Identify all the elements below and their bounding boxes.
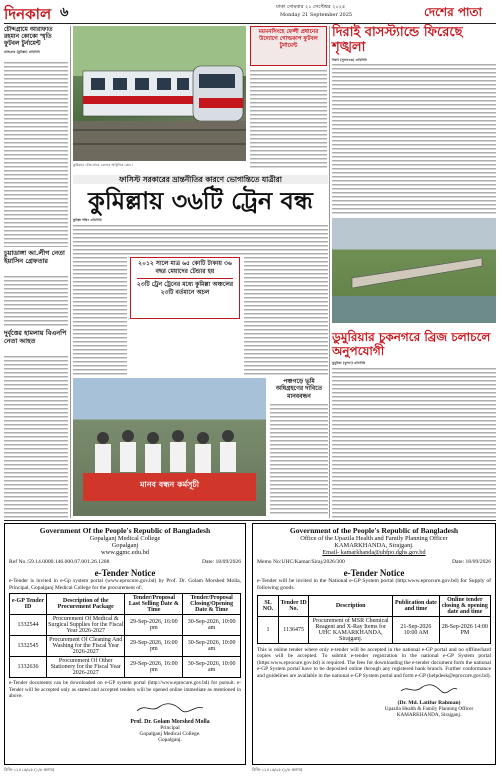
ad-intro: e-Tender is invited in e-Gp system portal (www.eprocure.gov.bd) by Prof. Dr. Golam Morshed Molla, Principal, Gopalganj Medical College for the procurement of: [9,578,241,591]
pullquote-line: ২৩টি ট্রেন ট্রেনের মধ্যে কুমিল্লা অঞ্চলের ২৩টি বর্তমানে অচল [136,280,234,296]
table-cell: 30-Sep-2026, 10:00 am [183,657,241,678]
main-headline: কুমিল্লায় ৩৬টি ট্রেন বন্ধ [88,187,313,215]
table-header: Description [309,595,393,616]
ad-title: e-Tender Notice [343,568,405,578]
tender-table [257,595,491,644]
ad-date: Date: 18/09/2026 [202,559,241,565]
table-cell: 1 [258,616,279,643]
story-body-text [4,62,68,247]
table-cell: 1332545 [10,636,47,657]
table-cell: Procurement Of Other Stationery for the Fiscal Year 2026-2027 [46,657,125,678]
photo-caption: কুমিল্লার চৌদ্দগ্রামে রেলের আধুনিক কোচ। [73,163,133,167]
column-divider [329,26,330,518]
table-header: e-GP Tender ID [10,594,47,615]
ad-gov-line: Government Of the People's Republic of Bangladesh [39,526,211,535]
date-english: Monday 21 September 2025 [280,12,353,18]
story-body-text [244,257,328,375]
sub-headline: ফাসিস্ট সরকারের ভ্রান্তনীতির কারণে ভোগান্তিতে যাত্রীরা [73,175,328,184]
ad-ref-number: Ref No.:59.14.0000.146.000.07.001.26.1208 [9,559,110,565]
signatory-org: Gopalganj Medical College. [139,731,201,738]
ad-slug: বিজি-১২৪১৬/২৫ (১/৮ কলাম) [4,767,55,772]
ad-place: KAMARKHANDA, Sirajganj. [334,542,414,549]
pullquote-box [130,257,240,319]
table-cell: 30-Sep-2026, 10:00 am [183,615,241,636]
tender-table [9,593,241,678]
signature-scribble [399,683,459,695]
ad-slug: বিজি-১২৪১৬/২৫ (২/৮ কলাম) [252,767,303,772]
ad-office: Office of the Upazila Health and Family Planning Officer [300,535,448,542]
signatory-place: Gopalganj. [158,737,182,744]
table-cell: 1136475 [278,616,308,643]
ad-institute: Gopalganj Medical College [89,535,161,542]
people-illustration [73,378,266,516]
banner-text: মানব বন্ধন কর্মসূচী [139,480,200,489]
ad-website-link[interactable]: www.ggmc.edu.bd [100,549,150,556]
train-photo [73,26,246,161]
table-cell: 29-Sep-2026, 16:00 pm [125,657,183,678]
ad-date: Date: 18/09/2026 [452,559,491,565]
story-byline: চৌদ্দগ্রাম (কুমিল্লা) প্রতিনিধি [4,49,40,54]
story-headline: চুয়াডাঙ্গা আ.লীগ নেতা ইয়াসিন গ্রেফতার [4,249,65,265]
ad-email-link[interactable]: Email- kamarkhanda@uhfpo.dghs.gov.bd [322,549,426,556]
table-row [10,636,241,657]
ad-footer: This is online tender where only e-tender will be accepted in the national e-GP portal and no offline/hard copies will be accepted. To submit e-tender registration in the national e-GP System portal (https:www.eprocure.gov.bd) is required. The fees for downloading the e-tender document form the national e-GP System portal have to be deposited online through any registered bank branch. Further conformance and guidelines are available in the national e-GP System portal and form e-GP (helpdesk@eprocure.gov.bd). [257,646,491,679]
story-body-text [73,257,127,375]
pullquote-line: ২০১২ সালে মাত্র ৬৫ কোটি টাকায় ৩৬ বছর মেয়াদের টেন্ডার হয় [138,260,232,275]
table-header: Tender ID No. [278,595,308,616]
table-cell: 28-Sep-2026 14:00 PM [439,616,490,643]
table-header: Online tender closing & opening date and time [439,595,490,616]
bridge-illustration [332,218,496,323]
bridge-photo [332,218,496,323]
story-headline: ময়মনসিংহে ফেন্সী প্রধানের উদ্যোগে গোল্ডকাপ ফুটবল টুর্নামেন্ট [258,29,319,49]
section-title: দেশের পাতা [424,5,482,19]
ad-footer: e-Tender documents can be downloaded on e-GP system portal (http://www.eprocure.gov.bd) for pursuit. e-Tender will be accepted only as stated and accepted tenders will be opened online immediate as mentioned in above. [9,680,241,699]
signatory-place: KAMARKHANDA, Sirajganj. [396,711,462,718]
story-headline: দিরাই বাসস্ট্যান্ডে ফিরেছে শৃঙ্খলা [332,25,463,55]
story-byline: কুমিল্লা দক্ষিণ প্রতিনিধি [73,218,102,222]
table-cell: 30-Sep-2026, 10:00 am [183,636,241,657]
signatory-title: Principal [160,725,180,732]
story-headline: ডুমুরিয়ার চুকনগরে ব্রিজ চলাচলে অনুপযোগী [332,330,491,358]
story-body-text [332,64,496,214]
human-chain-photo [73,378,266,516]
left-column [4,26,68,54]
ad-intro: e-Tender will be invited in the National e-GP System portal (http:www.eprocure.gov.bd) for Supply of following goods. [257,578,491,591]
table-row [10,615,241,636]
ad-title: e-Tender Notice [94,568,156,578]
train-illustration [73,26,246,161]
table-row [258,616,491,643]
story-body-text [250,70,327,170]
tender-ad-gopalganj [4,523,246,765]
signatory-name: (Dr. Md. Latifur Rahman) [397,699,461,706]
table-cell: Procurement Of Cleaning And Washing for the Fiscal Year 2026-2027 [46,636,125,657]
table-header: Tender/Proposal Closing/Opening Date & Time [183,594,241,615]
table-cell: Procurement of MSR Chemical Reagent and X-Ray Items for UHC KAMARKHANDA, Sirajganj. [309,616,393,643]
table-cell: 21-Sep-2026 10:00 AM [393,616,440,643]
newspaper-logo: দিনকাল [4,5,52,23]
ad-place: Gopalganj [111,542,139,549]
table-cell: 29-Sep-2026, 16:00 pm [125,615,183,636]
column-divider [70,26,71,518]
story-body-text [332,368,496,518]
table-cell: 1332636 [10,657,47,678]
masthead-rule [4,23,496,24]
table-header: Tender/Proposal Last Selling Date & Time [125,594,183,615]
table-cell: 1332544 [10,615,47,636]
signatory-name: Prof. Dr. Golam Morshed Molla [130,719,210,726]
mid-story [270,378,328,516]
story-body-text [270,404,328,514]
ad-memo-number: Memo No:UHC/Kamar/Siraj/2026/300 [257,559,345,565]
story-body-text [4,276,68,326]
mymensingh-box [250,26,327,66]
table-cell: 29-Sep-2026, 16:00 pm [125,636,183,657]
story-headline: দুর্বৃত্তের হামলায় বিএনপি নেতা আহত [4,329,67,345]
table-header: Publication date and time [393,595,440,616]
signatory-title: Upazila Health & Family Planning Officer [384,705,474,712]
story-byline: দিরাই (সুনামগঞ্জ) প্রতিনিধি [332,58,367,62]
story-body-text [4,356,68,518]
signature-scribble [135,702,205,714]
ad-section-rule [4,520,496,521]
table-header: Description of the Procurement Package [46,594,125,615]
masthead [4,3,496,23]
story-headline: পঞ্চগড়ে ভূমি অধিগ্রহণের দাবিতে মানববন্ধন [275,378,323,400]
page-number: ৬ [60,5,69,20]
story-byline: ডুমুরিয়া (খুলনা) প্রতিনিধি [332,361,366,365]
table-cell: Procurement Of Medical & Surgical Supplies for the Fiscal Year 2026-2027 [48,616,124,635]
table-header: SL NO. [258,595,279,616]
date-bengali: ঢাকা সোমবার ২১ সেপ্টেম্বর ২০২৫ [276,4,346,10]
story-headline: চৌদ্দগ্রামে আরাফাত রহমান কোকো স্মৃতি ফুটবল টুর্নামেন্ট [4,26,53,48]
tender-ad-kamarkhanda [252,523,496,765]
story-body-text [73,225,328,255]
ad-gov-line: Government of the People's Republic of Bangladesh [289,526,459,535]
table-row [10,657,241,678]
